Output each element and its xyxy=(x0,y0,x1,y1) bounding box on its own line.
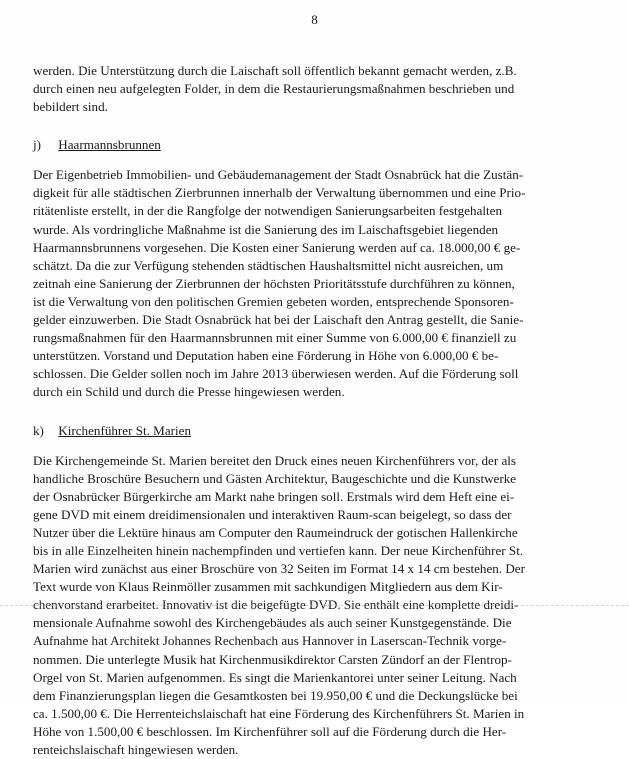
text-line: Haarmannsbrunnens vorgesehen. Die Kosten einer Sanierung werden auf ca. 18.000,00 € ge- xyxy=(33,239,593,257)
text-line: zeitnah eine Sanierung der Zierbrunnen der höchsten Prioritätsstufe durchführen zu können, xyxy=(33,275,593,293)
text-line: Marien wird zunächst aus einer Broschüre von 32 Seiten im Format 14 x 14 cm bestehen. Der xyxy=(33,560,593,578)
text-line: Orgel von St. Marien aufgenommen. Es singt die Marienkantorei unter seiner Leitung. Nach xyxy=(33,669,593,687)
text-line: ca. 1.500,00 €. Die Herrenteichslaischaft hat eine Förderung des Kirchenführers St. Marien in xyxy=(33,705,593,723)
text-line: schlossen. Die Gelder sollen noch im Jahre 2013 überwiesen werden. Auf die Förderung soll xyxy=(33,365,593,383)
text-line: wurde. Als vordringliche Maßnahme ist die Sanierung des im Laischaftsgebiet liegenden xyxy=(33,221,593,239)
text-line: unterstützen. Vorstand und Deputation haben eine Förderung in Höhe von 6.000,00 € be- xyxy=(33,347,593,365)
text-line: rungsmaßnahmen für den Haarmannsbrunnen mit einer Summe von 6.000,00 € finanziell zu xyxy=(33,329,593,347)
text-line: der Osnabrücker Bürgerkirche am Markt nahe bringen soll. Erstmals wird dem Heft eine ei- xyxy=(33,488,593,506)
text-line: bis in alle Einzelheiten hinein nachempfinden und vertiefen kann. Der neue Kirchenführer St. xyxy=(33,542,593,560)
text-line: durch einen neu aufgelegten Folder, in dem die Restaurierungsmaßnahmen beschrieben und xyxy=(33,80,593,98)
section-title: Haarmannsbrunnen xyxy=(58,137,161,152)
text-line: handliche Broschüre Besuchern und Gästen Architektur, Baugeschichte und die Kunstwerke xyxy=(33,470,593,488)
section-paragraph-haarmannsbrunnen xyxy=(33,166,593,401)
text-line: ist die Verwaltung von den politischen Gremien gebeten worden, entsprechende Sponsoren- xyxy=(33,293,593,311)
text-line: chenvorstand erarbeitet. Innovativ ist die beigefügte DVD. Sie enthält eine komplette dreidi- xyxy=(33,596,593,614)
section-marker: j) xyxy=(33,136,55,154)
scan-artifact-line xyxy=(0,605,629,606)
text-line: Aufnahme hat Architekt Johannes Rechenbach aus Hannover in Laserscan-Technik vorge- xyxy=(33,632,593,650)
text-line: werden. Die Unterstützung durch die Laischaft soll öffentlich bekannt gemacht werden, z.B. xyxy=(33,62,593,80)
text-line: gene DVD mit einem dreidimensionalen und interaktiven Raum-scan beigelegt, so dass der xyxy=(33,506,593,524)
text-line: nommen. Die unterlegte Musik hat Kirchenmusikdirektor Carsten Zündorf an der Flentrop- xyxy=(33,651,593,669)
text-line: Die Kirchengemeinde St. Marien bereitet den Druck eines neuen Kirchenführers vor, der als xyxy=(33,452,593,470)
text-line: renteichslaischaft hingewiesen werden. xyxy=(33,741,593,759)
text-line: ritätenliste erstellt, in der die Rangfolge der notwendigen Sanierungsarbeiten festgehalten xyxy=(33,202,593,220)
section-title: Kirchenführer St. Marien xyxy=(58,423,191,438)
section-marker: k) xyxy=(33,422,55,440)
text-line: gelder einzuwerben. Die Stadt Osnabrück hat bei der Laischaft den Antrag gestellt, die Sanie- xyxy=(33,311,593,329)
text-line: Nutzer über die Lektüre hinaus am Computer den Raumeindruck der gotischen Hallenkirche xyxy=(33,524,593,542)
text-line: durch ein Schild und durch die Presse hingewiesen werden. xyxy=(33,383,593,401)
text-line: bebildert sind. xyxy=(33,98,593,116)
page-number: 8 xyxy=(0,12,629,28)
text-line: Text wurde von Klaus Reinmöller zusammen mit sachkundigen Mitgliedern aus dem Kir- xyxy=(33,578,593,596)
section-heading-haarmannsbrunnen xyxy=(33,136,593,154)
text-line: digkeit für alle städtischen Zierbrunnen innerhalb der Verwaltung übernommen und eine Prio- xyxy=(33,184,593,202)
section-heading-kirchenfuehrer xyxy=(33,422,593,440)
page-content xyxy=(33,62,593,759)
intro-paragraph xyxy=(33,62,593,116)
text-line: schätzt. Da die zur Verfügung stehenden städtischen Haushaltsmittel nicht ausreichen, um xyxy=(33,257,593,275)
text-line: Höhe von 1.500,00 € beschlossen. Im Kirchenführer soll auf die Förderung durch die Her- xyxy=(33,723,593,741)
text-line: dem Finanzierungsplan liegen die Gesamtkosten bei 19.950,00 € und die Deckungslücke bei xyxy=(33,687,593,705)
text-line: Der Eigenbetrieb Immobilien- und Gebäudemanagement der Stadt Osnabrück hat die Zustän- xyxy=(33,166,593,184)
text-line: mensionale Aufnahme sowohl des Kirchengebäudes als auch seiner Kunstgegenstände. Die xyxy=(33,614,593,632)
